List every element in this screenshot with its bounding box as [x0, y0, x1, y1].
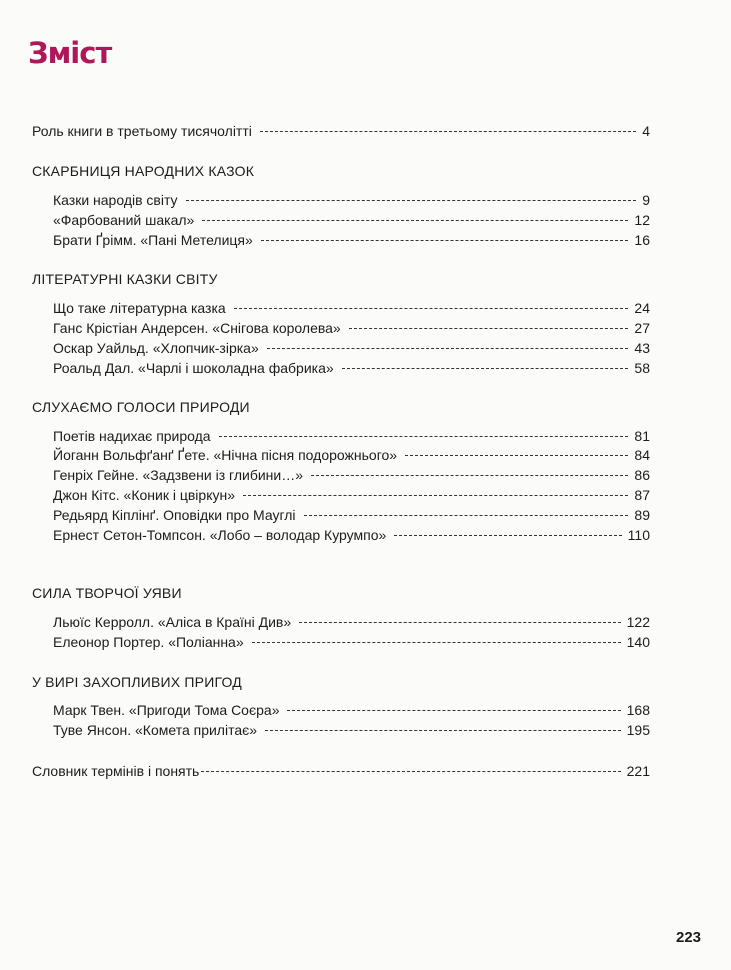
dash-leader: [202, 220, 628, 221]
toc-entry[interactable]: [53, 338, 650, 358]
toc-entry-label: Брати Ґрімм. «Пані Метелиця»: [53, 232, 253, 248]
toc-entry[interactable]: [53, 612, 650, 632]
dash-leader: [201, 771, 620, 772]
section-heading: У ВИРІ ЗАХОПЛИВИХ ПРИГОД: [32, 674, 242, 690]
toc-entry-page: 24: [634, 300, 650, 316]
toc-entry-page: 168: [626, 702, 650, 718]
dash-leader: [405, 455, 628, 456]
dash-leader: [265, 730, 621, 731]
toc-entry-page: 86: [634, 467, 650, 483]
toc-entry[interactable]: [53, 318, 650, 338]
toc-entry[interactable]: [53, 485, 650, 505]
toc-entry-page: 221: [626, 763, 650, 779]
toc-entry-label: Туве Янсон. «Комета прилітає»: [53, 722, 258, 738]
dash-leader: [311, 475, 628, 476]
dash-leader: [234, 308, 629, 309]
toc-entry[interactable]: [53, 230, 650, 250]
toc-entry[interactable]: [53, 445, 650, 465]
toc-entry-label: Генріх Гейне. «Задзвени із глибини…»: [53, 467, 304, 483]
dash-leader: [260, 131, 636, 132]
dash-leader: [342, 368, 629, 369]
toc-entry-page: 87: [634, 487, 650, 503]
toc-entry[interactable]: [53, 525, 650, 545]
page-number: 223: [676, 929, 702, 946]
toc-entry-page: 27: [634, 320, 650, 336]
dash-leader: [219, 436, 629, 437]
toc-entry-label: Ганс Крістіан Андерсен. «Снігова королева»: [53, 320, 341, 336]
toc-entry-label: Оскар Уайльд. «Хлопчик-зірка»: [53, 340, 259, 356]
toc-entry-page: 43: [634, 340, 650, 356]
toc-entry-page: 81: [634, 428, 650, 444]
toc-entry[interactable]: [53, 358, 650, 378]
dash-leader: [299, 622, 620, 623]
dash-leader: [349, 328, 629, 329]
toc-entry-label: Джон Кітс. «Коник і цвіркун»: [53, 487, 235, 503]
toc-entry-label: Елеонор Портер. «Поліанна»: [53, 634, 244, 650]
toc-entry[interactable]: [53, 700, 650, 720]
toc-entry-label: Словник термінів і понять: [32, 763, 200, 779]
dash-leader: [261, 240, 629, 241]
toc-entry[interactable]: [53, 720, 650, 740]
toc-entry-label: Роальд Дал. «Чарлі і шоколадна фабрика»: [53, 360, 334, 376]
toc-entry-page: 9: [642, 192, 650, 208]
toc-entry-page: 140: [626, 634, 650, 650]
toc-entry[interactable]: [53, 210, 650, 230]
toc-entry-label: Казки народів світу: [53, 192, 178, 208]
toc-entry-page: 12: [634, 212, 650, 228]
toc-entry-label: Що таке літературна казка: [53, 300, 226, 316]
toc-entry-label: Марк Твен. «Пригоди Тома Соєра»: [53, 702, 280, 718]
toc-entry-page: 110: [627, 527, 650, 543]
toc-entry[interactable]: [53, 298, 650, 318]
dash-leader: [304, 515, 629, 516]
toc-entry-label: «Фарбований шакал»: [53, 212, 195, 228]
toc-entry-glossary[interactable]: [32, 761, 650, 781]
dash-leader: [287, 710, 620, 711]
toc-entry-intro[interactable]: [32, 121, 650, 141]
section-heading: СКАРБНИЦЯ НАРОДНИХ КАЗОК: [32, 163, 255, 179]
toc-entry-page: 16: [634, 232, 650, 248]
page-title: Зміст: [28, 36, 112, 70]
dash-leader: [252, 642, 621, 643]
toc-entry-label: Йоганн Вольфґанґ Ґете. «Нічна пісня подорожнього»: [53, 447, 398, 463]
toc-entry-label: Ернест Сетон-Томпсон. «Лобо – володар Курумпо»: [53, 527, 387, 543]
toc-entry[interactable]: [53, 505, 650, 525]
toc-entry-label: Льюїс Керролл. «Аліса в Країні Див»: [53, 614, 292, 630]
toc-entry[interactable]: [53, 426, 650, 446]
toc-entry-label: Поетів надихає природа: [53, 428, 211, 444]
dash-leader: [394, 535, 621, 536]
toc-entry[interactable]: [53, 190, 650, 210]
toc-entry-page: 89: [634, 507, 650, 523]
section-heading: СИЛА ТВОРЧОЇ УЯВИ: [32, 585, 182, 601]
section-heading: ЛІТЕРАТУРНІ КАЗКИ СВІТУ: [32, 271, 218, 287]
toc-entry-page: 122: [626, 614, 650, 630]
toc-entry[interactable]: [53, 632, 650, 652]
toc-entry-page: 58: [634, 360, 650, 376]
toc-entry-page: 195: [626, 722, 650, 738]
toc-entry[interactable]: [53, 465, 650, 485]
section-heading: СЛУХАЄМО ГОЛОСИ ПРИРОДИ: [32, 399, 250, 415]
dash-leader: [267, 348, 629, 349]
toc-entry-page: 4: [642, 123, 650, 139]
toc-entry-label: Редьярд Кіплінґ. Оповідки про Мауглі: [53, 507, 296, 523]
dash-leader: [186, 200, 637, 201]
dash-leader: [243, 495, 628, 496]
toc-entry-page: 84: [634, 447, 650, 463]
toc-entry-label: Роль книги в третьому тисячолітті: [32, 123, 252, 139]
